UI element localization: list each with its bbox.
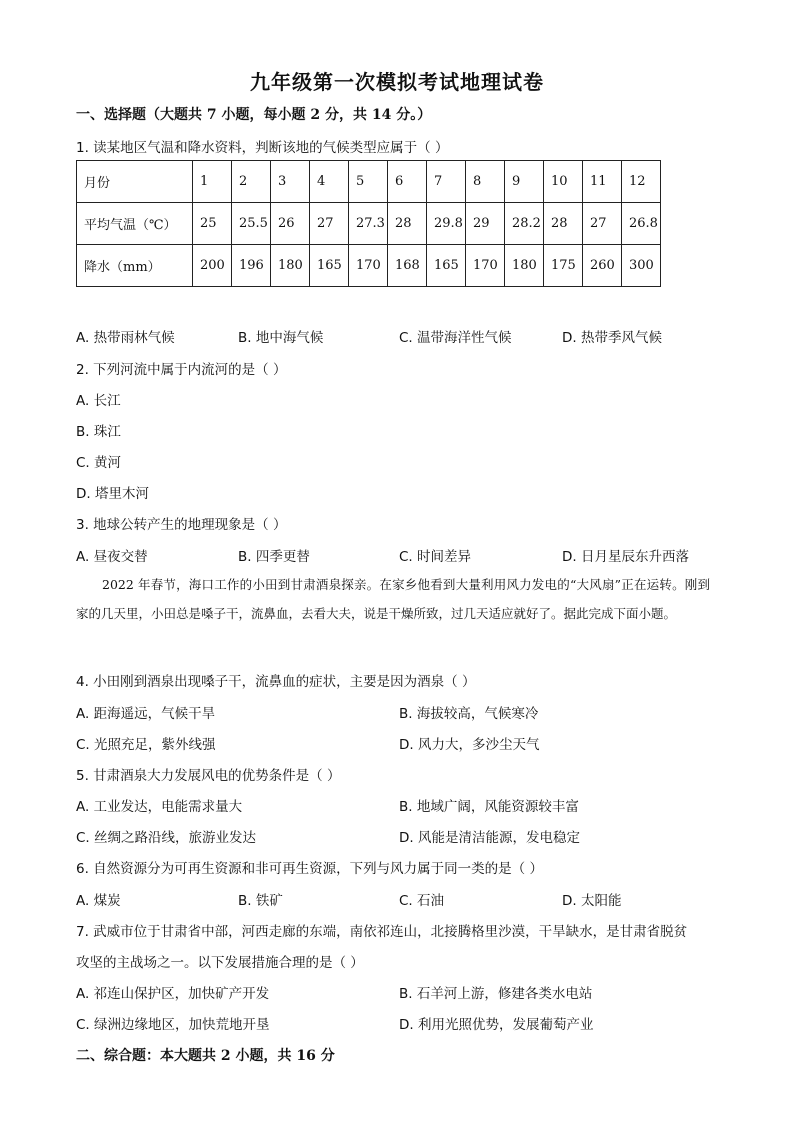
climate-cell: 9: [505, 161, 544, 203]
climate-cell: 300: [622, 245, 661, 287]
question-4-option-b: B. 海拔较高，气候寒冷: [399, 706, 539, 722]
page-title: 九年级第一次模拟考试地理试卷: [250, 70, 544, 94]
climate-cell: 12: [622, 161, 661, 203]
climate-cell: 26: [271, 203, 310, 245]
question-5-option-b: B. 地域广阔，风能资源较丰富: [399, 799, 579, 815]
question-1-stem: 1. 读某地区气温和降水资料，判断该地的气候类型应属于（ ）: [76, 140, 449, 156]
climate-cell: 6: [388, 161, 427, 203]
climate-cell: 180: [505, 245, 544, 287]
question-6-option-b: B. 铁矿: [238, 893, 283, 909]
climate-cell: 168: [388, 245, 427, 287]
question-5-option-a: A. 工业发达，电能需求量大: [76, 799, 243, 815]
question-7-stem-line-2: 攻坚的主战场之一。以下发展措施合理的是（ ）: [76, 955, 364, 971]
question-7-option-d: D. 利用光照优势，发展葡萄产业: [399, 1017, 594, 1033]
climate-row-label: 降水（mm）: [77, 245, 193, 287]
section-heading-comprehensive: 二、综合题：本大题共 2 小题，共 16 分: [76, 1048, 335, 1064]
question-6-stem: 6. 自然资源分为可再生资源和非可再生资源，下列与风力属于同一类的是（ ）: [76, 861, 543, 877]
climate-cell: 175: [544, 245, 583, 287]
climate-cell: 27: [310, 203, 349, 245]
question-2-stem: 2. 下列河流中属于内流河的是（ ）: [76, 362, 287, 378]
question-1-option-a: A. 热带雨林气候: [76, 330, 175, 346]
climate-table-row: [77, 203, 661, 245]
climate-cell: 27.3: [349, 203, 388, 245]
question-6-option-d: D. 太阳能: [562, 893, 622, 909]
question-4-option-c: C. 光照充足，紫外线强: [76, 737, 216, 753]
question-3-option-d: D. 日月星辰东升西落: [562, 549, 689, 565]
climate-cell: 25: [193, 203, 232, 245]
question-3-stem: 3. 地球公转产生的地理现象是（ ）: [76, 517, 287, 533]
question-5-option-d: D. 风能是清洁能源，发电稳定: [399, 830, 580, 846]
climate-cell: 165: [427, 245, 466, 287]
climate-cell: 28: [544, 203, 583, 245]
climate-row-label: 平均气温（℃）: [77, 203, 193, 245]
climate-cell: 29.8: [427, 203, 466, 245]
question-6-option-a: A. 煤炭: [76, 893, 121, 909]
section-heading-choice: 一、选择题（大题共 7 小题，每小题 2 分，共 14 分。）: [76, 107, 432, 123]
question-2-option-c: C. 黄河: [76, 455, 122, 471]
climate-table-row: [77, 245, 661, 287]
climate-cell: 2: [232, 161, 271, 203]
question-2-option-a: A. 长江: [76, 393, 121, 409]
question-5-option-c: C. 丝绸之路沿线，旅游业发达: [76, 830, 257, 846]
question-1-option-b: B. 地中海气候: [238, 330, 324, 346]
question-3-option-a: A. 昼夜交替: [76, 549, 148, 565]
question-1-option-c: C. 温带海洋性气候: [399, 330, 512, 346]
climate-table: [76, 160, 661, 287]
question-3-option-b: B. 四季更替: [238, 549, 310, 565]
question-3-option-c: C. 时间差异: [399, 549, 472, 565]
climate-table-row: [77, 161, 661, 203]
question-7-option-a: A. 祁连山保护区，加快矿产开发: [76, 986, 270, 1002]
climate-cell: 200: [193, 245, 232, 287]
climate-cell: 28.2: [505, 203, 544, 245]
climate-cell: 3: [271, 161, 310, 203]
reading-passage: 2022 年春节，海口工作的小田到甘肃酒泉探亲。在家乡他看到大量利用风力发电的“大风扇”正在运转。刚到家的几天里，小田总是嗓子干，流鼻血，去看大夫，说是干燥所致，过几天适应就好了。据此完成下面小题。: [76, 577, 710, 621]
climate-cell: 7: [427, 161, 466, 203]
question-7-stem-line-1: 7. 武威市位于甘肃省中部，河西走廊的东端，南依祁连山，北接腾格里沙漠，干旱缺水，是甘肃省脱贫: [76, 924, 688, 940]
question-7-option-c: C. 绿洲边缘地区，加快荒地开垦: [76, 1017, 270, 1033]
climate-cell: 25.5: [232, 203, 271, 245]
climate-table-body: [77, 161, 661, 287]
climate-cell: 260: [583, 245, 622, 287]
question-2-option-b: B. 珠江: [76, 424, 121, 440]
climate-cell: 8: [466, 161, 505, 203]
climate-row-label: 月份: [77, 161, 193, 203]
climate-cell: 180: [271, 245, 310, 287]
climate-cell: 10: [544, 161, 583, 203]
climate-cell: 28: [388, 203, 427, 245]
question-4-option-a: A. 距海遥远，气候干旱: [76, 706, 216, 722]
climate-cell: 196: [232, 245, 271, 287]
climate-cell: 170: [349, 245, 388, 287]
question-7-option-b: B. 石羊河上游，修建各类水电站: [399, 986, 593, 1002]
climate-cell: 4: [310, 161, 349, 203]
question-4-stem: 4. 小田刚到酒泉出现嗓子干，流鼻血的症状，主要是因为酒泉（ ）: [76, 674, 476, 690]
climate-cell: 29: [466, 203, 505, 245]
question-4-option-d: D. 风力大，多沙尘天气: [399, 737, 540, 753]
question-2-option-d: D. 塔里木河: [76, 486, 149, 502]
question-5-stem: 5. 甘肃酒泉大力发展风电的优势条件是（ ）: [76, 768, 341, 784]
question-6-option-c: C. 石油: [399, 893, 445, 909]
climate-cell: 26.8: [622, 203, 661, 245]
question-1-option-d: D. 热带季风气候: [562, 330, 662, 346]
climate-cell: 5: [349, 161, 388, 203]
climate-cell: 11: [583, 161, 622, 203]
climate-cell: 170: [466, 245, 505, 287]
climate-cell: 1: [193, 161, 232, 203]
climate-cell: 27: [583, 203, 622, 245]
climate-cell: 165: [310, 245, 349, 287]
